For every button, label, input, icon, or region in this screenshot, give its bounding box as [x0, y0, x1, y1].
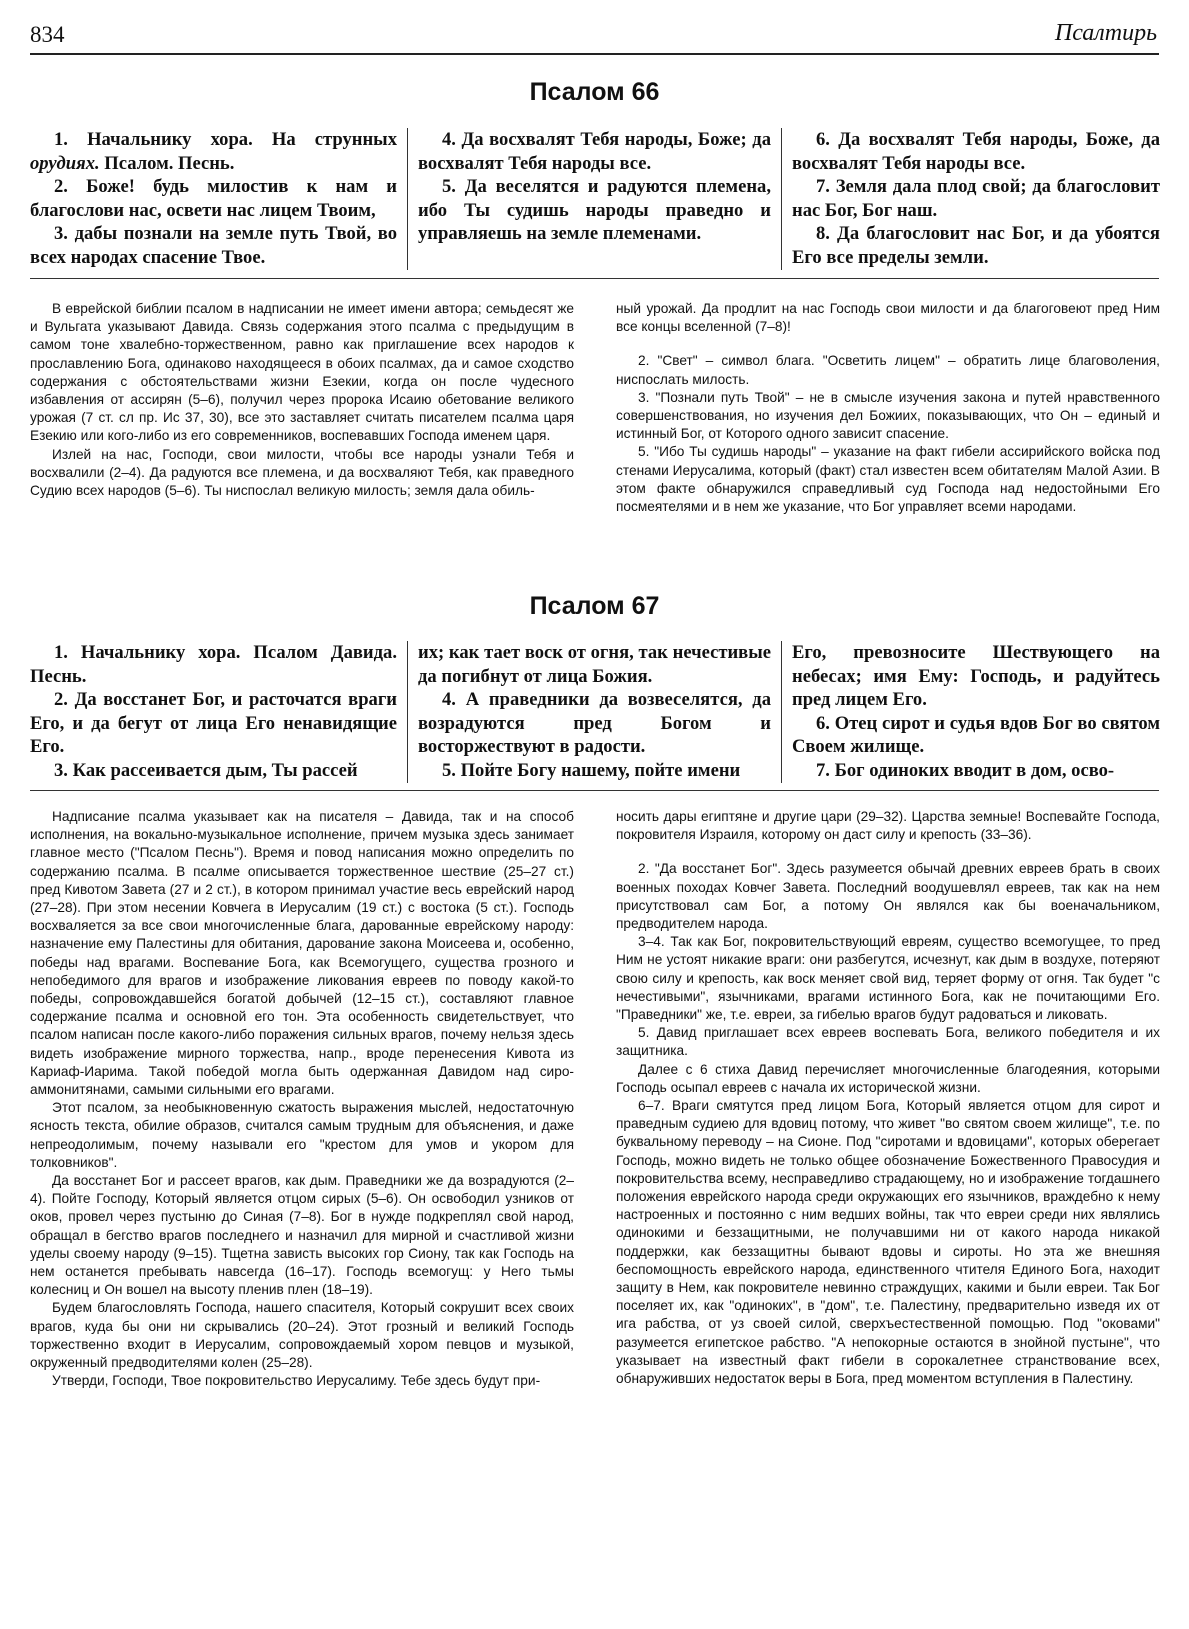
commentary-paragraph: 3. "Познали путь Твой" – не в смысле изучения закона и путей нравственного совершенствования, но изучения дел Божиих, показывающих, что Он – единый и истинный Бог, от Которого одного зависит спасение. [616, 389, 1160, 442]
verse-column [30, 128, 408, 270]
verse: Его, превозносите Шествующего на небесах; имя Ему: Господь, и радуйтесь пред лицем Его. [792, 642, 1160, 711]
verse: 2. Да восстанет Бог, и расточатся враги Его, и да бегут от лица Его ненавидящие Его. [30, 689, 397, 758]
section-divider [30, 278, 1159, 279]
commentary-paragraph: Этот псалом, за необыкновенную сжатость выражения мыслей, недостаточную ясность текста, обилие образов, считался самым трудным для объяснения, и даже непреодолимым, почему называли его "крестом для умов и укором для толковников". [30, 1100, 574, 1170]
commentary-paragraph: Надписание псалма указывает как на писателя – Давида, так и на способ исполнения, на вокально-музыкальное исполнение, причем музыка здесь занимает главное место ("Псалом Песнь"). Время и повод написания можно определить по содержанию псалма. В псалме описывается торжественное шествие (25–27 ст.) пред Кивотом Завета (27 и 2 ст.), в котором принимал участие весь еврейский народ (27–28). При этом несении Ковчега в Иерусалим (19 ст.) с востока (5 ст.). Господь восхваляется за все свои многочисленные блага, дарованные еврейскому народу: назначение ему Палестины для обитания, дарование закона Моисеева и, особенно, победы над врагами. Воспевание Бога, как Всемогущего, существа грозного и непобедимого для врагов и изображение ликования евреев по поводу какой-то победы, сопровождавшейся богатой добычей (12–15 ст.), составляют главное содержание псалма и основной его тон. Эта особенность свидетельствует, что псалом написан после какого-либо поражения сильных врагов, почему нельзя здесь видеть изображение мирного торжества, напр., вроде перенесения Кивота из Кариаф-Иарима. Такой победой могла быть одержанная Давидом над сиро-аммонитянами, самыми сильными его врагами. [30, 809, 574, 1098]
psalm-67-verses [30, 641, 1160, 783]
psalm-66-commentary [30, 300, 1160, 516]
commentary-column [30, 300, 574, 516]
verse-column [782, 641, 1160, 783]
commentary-column [616, 808, 1160, 1391]
verse-column [782, 128, 1160, 270]
verse-column [408, 641, 782, 783]
verse: 4. Да восхвалят Тебя народы, Боже; да восхвалят Тебя народы все. [418, 129, 771, 174]
commentary-paragraph: Будем благословлять Господа, нашего спасителя, Который сокрушит всех своих врагов, куда бы они ни скрывались (20–24). Этот грозный и великий Господь торжественно входит в Иерусалим, сопровождаемый хором певцов и музыкой, окруженный предводителями колен (25–28). [30, 1300, 574, 1371]
commentary-paragraph: Да восстанет Бог и рассеет врагов, как дым. Праведники же да возрадуются (2–4). Пойте Господу, Который является отцом сирых (5–6). Он освободил узников от оков, провел через пустыню до Синая (7–8). Бог в нужде подкреплял свой народ, обращал в бегство врагов последнего и назначил для мирной и счастливой жизни уделы своему народу (9–15). Тщетна зависть высоких гор Сиону, так как Господь на нем останется пребывать навсегда (16–17). Господь всемогущ: у Него тьмы колесниц и Он вошел на высоту пленив плен (18–19). [30, 1173, 574, 1298]
verse: 8. Да благословит нас Бог, и да убоятся Его все пределы земли. [792, 223, 1160, 268]
verse: 5. Да веселятся и радуются племена, ибо Ты судишь народы праведно и управляешь на земле племенами. [418, 176, 771, 245]
verse: 6. Да восхвалят Тебя народы, Боже, да восхвалят Тебя народы все. [792, 129, 1160, 174]
psalm-66-title: Псалом 66 [529, 78, 660, 106]
verse: 5. Пойте Богу нашему, пойте имени [442, 759, 741, 781]
commentary-paragraph: Далее с 6 стиха Давид перечисляет многочисленные благодеяния, которыми Господь осыпал евреев с начала их исторической жизни. [616, 1061, 1160, 1095]
commentary-paragraph: 5. "Ибо Ты судишь народы" – указание на факт гибели ассирийского войска под стенами Иерусалима, который (факт) стал известен всем обитателям Малой Азии. В этом факте обнаружился справедливый суд Господа над недостойными Его посмеятелями и в нем же указание, что Бог управляет всеми народами. [616, 444, 1160, 515]
psalm-66-verses [30, 128, 1160, 270]
running-title: Псалтирь [1054, 20, 1157, 46]
commentary-paragraph: Утверди, Господи, Твое покровительство Иерусалиму. Тебе здесь будут при- [52, 1373, 541, 1389]
commentary-column [616, 300, 1160, 516]
page-number: 834 [30, 22, 65, 47]
verse: 2. Боже! будь милостив к нам и благослови нас, освети нас лицем Твоим, [30, 176, 397, 221]
commentary-paragraph: В еврейской библии псалом в надписании не имеет имени автора; семьдесят же и Вульгата указывают Давида. Связь содержания этого псалма с предыдущим в самом тоне хвалебно-торжественном, равно как приглашение всех народов к прославлению Бога, одинаково находящееся в обоих псалмах, да и самое сходство содержания с обстоятельствами жизни Езекии, когда он после чудесного избавления от ассирян (5–6), получил через пророка Исаию обетование великого урожая (7 ст. сл пр. Ис 37, 30), все это заставляет считать писателем псалма царя Езекию или кого-либо из его современников, воспевавших Господа именем царя. [30, 301, 574, 444]
commentary-paragraph: 5. Давид приглашает всех евреев воспевать Бога, великого победителя и их защитника. [616, 1025, 1160, 1059]
commentary-paragraph: носить дары египтяне и другие цари (29–32). Царства земные! Воспевайте Господа, покровителя Израиля, которому он даст силу и крепость (33–36). [616, 809, 1160, 843]
header-rule [30, 53, 1159, 55]
verse: 3. Как рассеивается дым, Ты рассей [54, 759, 358, 781]
verse: 6. Отец сирот и судья вдов Бог во святом Своем жилище. [792, 712, 1160, 758]
commentary-paragraph: Излей на нас, Господи, свои милости, чтобы все народы узнали Тебя и восхвалили (2–4). Да радуются все племена, и да восхваляют Тебя, как праведного Судию всех народов (5–6). Ты ниспослал великую милость; земля дала обиль- [30, 446, 574, 499]
verse: 3. дабы познали на земле путь Твой, во всех народах спасение Твое. [30, 223, 397, 268]
psalm-67-commentary [30, 808, 1160, 1391]
commentary-paragraph: 3–4. Так как Бог, покровительствующий евреям, существо всемогущее, то пред Ним не устоят никакие враги: они разбегутся, исчезнут, как дым в воздухе, потеряют свою силу и крепость, как воск меняет свой вид, теряет форму от огня. Так будет "с нечестивыми", язычниками, врагами истинного Бога, как не почитающими Его. "Праведники" же, т.е. евреи, за гибелью врагов будут радоваться и ликовать. [616, 934, 1160, 1023]
verse: 1. Начальнику хора. На струнных орудиях. Псалом. Песнь. [30, 129, 397, 174]
verse: 7. Бог одиноких вводит в дом, осво- [816, 759, 1115, 781]
commentary-paragraph: 2. "Да восстанет Бог". Здесь разумеется обычай древних евреев брать в своих военных походах Ковчег Завета. Последний воодушевлял евреев, так как на нем присутствовал сам Бог, а потому Он являлся как бы военачальником, предводителем народа. [616, 861, 1160, 932]
verse: 1. Начальнику хора. Псалом Давида. Песнь. [30, 642, 397, 687]
commentary-paragraph: ный урожай. Да продлит на нас Господь свои милости и да благоговеют пред Ним все концы вселенной (7–8)! [616, 301, 1160, 335]
commentary-paragraph: 6–7. Враги смятутся пред лицом Бога, Который является отцом для сирот и праведным судиею для вдовиц потому, что живет "во святом своем жилище", т.е. по буквальному переводу – на Сионе. Под "сиротами и вдовицами", которых оберегает Господь, можно видеть не только общее обозначение Божественного Правосудия и покровительства всему, несправедливо страдающему, но и изображение тогдашнего положения еврейского народа среди окружающих его язычников, враждебно к нему настроенных и постоянно с ним ведших войны, так что евреи среди них являлись одинокими и беззащитными, не получавшими ни от какого народа никакой поддержки, как беззащитны бывают вдовы и сироты. Но эта же внешняя беспомощность еврейского народа, единственного чтителя Единого Бога, находит защиту в Нем, как покровителе невинно страждущих, какими и были евреи. Так Бог поселяет их, как "одиноких", в "дом", т.е. Палестину, предварительно изведя их от ига рабства, от уз своей силой, сверхъестественной помощью. Под "оковами" разумеется египетское рабство. "А непокорные остаются в знойной пустыне", что указывает на известный факт гибели в сорокалетнее странствование всех, обнаруживших недостаток веры в Бога, пред моментом вступления в Палестину. [616, 1098, 1160, 1387]
psalm-67-title: Псалом 67 [529, 592, 660, 620]
commentary-column [30, 808, 574, 1391]
verse: 7. Земля дала плод свой; да благословит нас Бог, Бог наш. [792, 176, 1160, 221]
verse: 4. А праведники да возвеселятся, да возрадуются пред Богом и восторжествуют в радости. [418, 689, 771, 758]
commentary-paragraph: 2. "Свет" – символ блага. "Осветить лицем" – обратить лице благоволения, ниспослать милость. [616, 353, 1160, 387]
verse-column [408, 128, 782, 270]
section-divider [30, 790, 1159, 791]
verse: их; как тает воск от огня, так нечестивые да погибнут от лица Божия. [418, 642, 771, 687]
verse-column [30, 641, 408, 783]
